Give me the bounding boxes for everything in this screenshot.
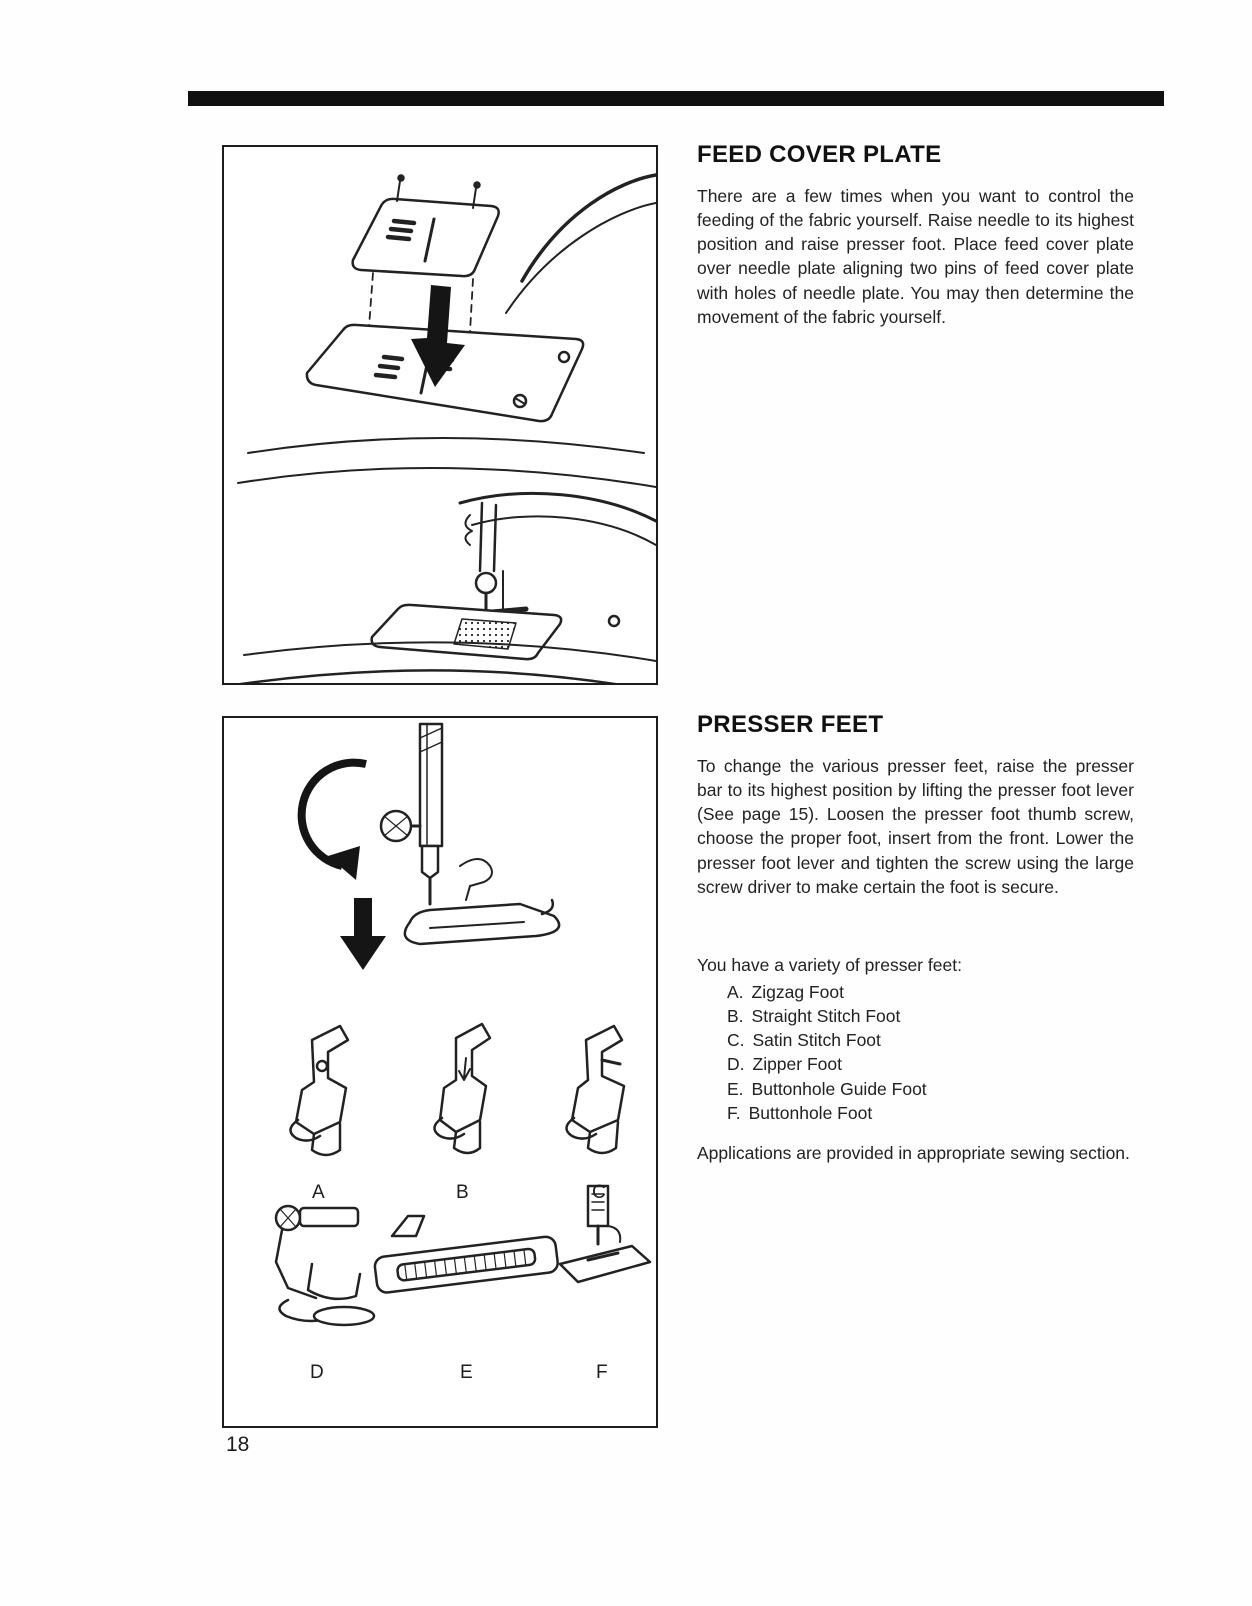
foot-name: Satin Stitch Foot [752,1030,881,1051]
presser-feet-illustration [224,718,656,1418]
list-item [727,1028,1134,1052]
presser-feet-section [697,711,1134,1165]
feed-cover-figure [222,145,658,685]
presser-feet-body: To change the various presser feet, raise the presser bar to its highest position by lifting the presser foot lever (See page 15). Loosen the presser foot thumb screw, choose the proper foot, insert from the front. Lower the presser foot lever and tighten the screw using the large screw driver to make certain the foot is secure. [697,756,1134,897]
list-item [727,1004,1134,1028]
figure-label-d: D [310,1362,324,1383]
list-item [727,1101,1134,1125]
feed-cover-heading: FEED COVER PLATE [697,141,942,168]
figure-label-b: B [456,1182,469,1203]
presser-feet-heading: PRESSER FEET [697,711,884,738]
list-item [727,1077,1134,1101]
feed-cover-section [697,141,1134,329]
foot-name: Straight Stitch Foot [751,1006,901,1027]
foot-letter: B. [727,1006,744,1027]
presser-feet-variety-intro: You have a variety of presser feet: [697,954,962,975]
presser-feet-list [727,980,1134,1125]
list-item [727,980,1134,1004]
list-item [727,1052,1134,1076]
page-top-rule [188,91,1164,106]
foot-name: Buttonhole Guide Foot [751,1078,927,1099]
foot-name: Zigzag Foot [751,981,844,1002]
foot-letter: E. [727,1078,744,1099]
page-number: 18 [226,1433,250,1456]
feed-cover-plate-illustration [224,147,656,683]
foot-name: Buttonhole Foot [748,1102,873,1123]
presser-feet-applications: Applications are provided in appropriate sewing section. [697,1142,1130,1163]
figure-label-e: E [460,1362,473,1383]
foot-name: Zipper Foot [752,1054,842,1075]
foot-letter: F. [727,1102,741,1123]
figure-label-a: A [312,1182,325,1203]
foot-letter: C. [727,1030,745,1051]
foot-letter: D. [727,1054,745,1075]
figure-label-f: F [596,1362,608,1383]
feed-cover-body: There are a few times when you want to control the feeding of the fabric yourself. Raise needle to its highest position and raise presser foot. Place feed cover plate over needle plate aligning two pins of feed cover plate with holes of needle plate. You may then determine the movement of the fabric yourself. [697,186,1134,327]
figure-label-c: C [592,1182,606,1203]
foot-letter: A. [727,981,744,1002]
presser-feet-figure [222,716,658,1428]
